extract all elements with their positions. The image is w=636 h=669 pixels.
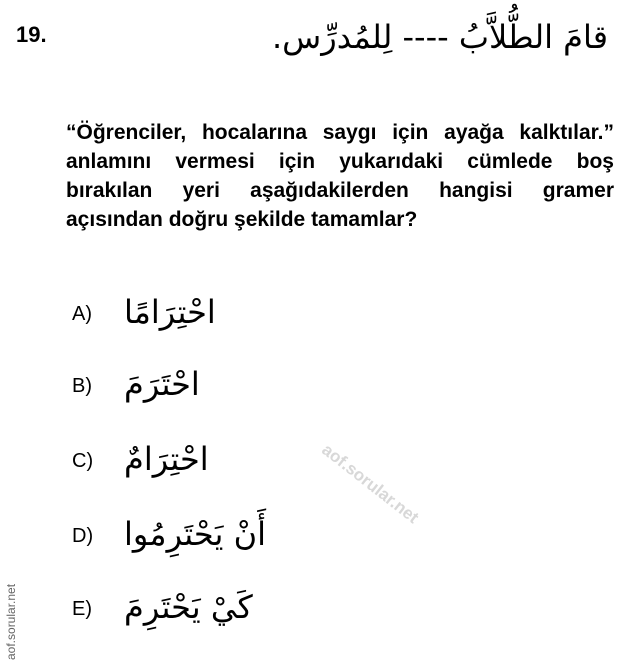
question-prompt: “Öğrenciler, hocalarına saygı için ayağa kalktılar.” anlamını vermesi için yukarıdaki cümlede boş bırakılan yeri aşağıdakilerden hangisi gramer açısından doğru şekilde tamamlar? — [66, 121, 614, 231]
option-a[interactable] — [72, 293, 372, 343]
option-d-text: أَنْ يَحْتَرِمُوا — [124, 515, 266, 553]
option-a-letter: A) — [72, 303, 92, 325]
option-c-text: احْتِرَامٌ — [124, 440, 209, 478]
side-watermark: aof.sorular.net — [4, 583, 18, 660]
question-number: 19. — [16, 22, 47, 47]
option-d[interactable] — [72, 515, 372, 565]
center-watermark: aof.sorular.net — [318, 440, 423, 528]
arabic-sentence: قامَ الطُّلاَّبُ ---- لِلمُدرِّس. — [272, 18, 608, 56]
option-c-letter: C) — [72, 450, 94, 472]
option-d-letter: D) — [72, 525, 94, 547]
option-b-letter: B) — [72, 375, 92, 397]
option-e[interactable] — [72, 588, 372, 638]
option-a-text: احْتِرَامًا — [124, 293, 216, 331]
option-b-text: احْتَرَمَ — [124, 365, 200, 403]
option-e-letter: E) — [72, 598, 92, 620]
option-b[interactable] — [72, 365, 372, 415]
option-e-text: كَيْ يَحْتَرِمَ — [124, 588, 253, 626]
